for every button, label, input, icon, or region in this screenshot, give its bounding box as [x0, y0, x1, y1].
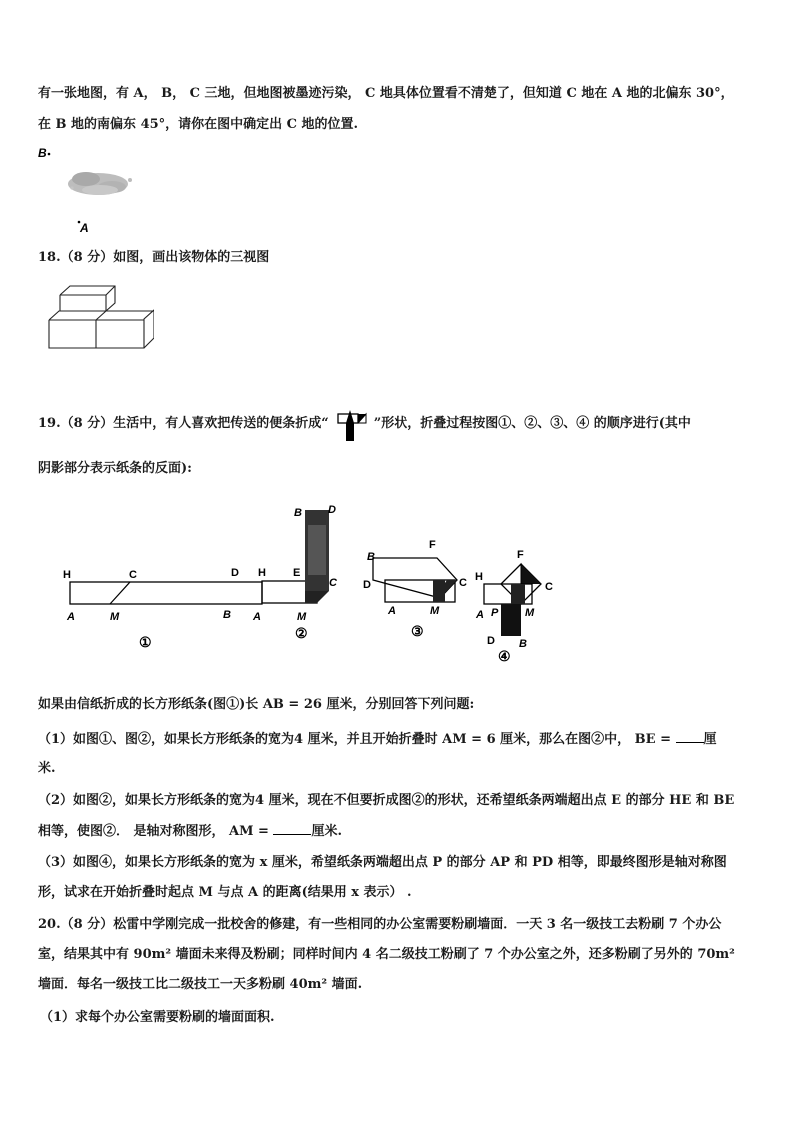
q17-text-line2: 在 B 地的南偏东 45°，请你在图中确定出 C 地的位置.: [38, 117, 359, 132]
q19-part1-unit: 厘: [703, 732, 717, 747]
fig1-label-c: C: [129, 569, 137, 581]
q19-line1-pre: 19.（8 分）生活中，有人喜欢把传送的便条折成“: [38, 416, 329, 431]
point-b-dot: [48, 153, 51, 156]
folded-note-icon: [335, 409, 367, 443]
fig2-label-h: H: [258, 567, 266, 579]
fig2-label-d: D: [328, 504, 336, 516]
q20-part1: （1）求每个办公室需要粉刷的墙面面积.: [40, 1010, 275, 1025]
q18-cube-figure: [44, 282, 154, 352]
fig2-label-c: C: [329, 577, 337, 589]
fig1-label-b: B: [223, 609, 231, 621]
q19-folding-figures: [55, 500, 565, 665]
q18-text: 18.（8 分）如图，画出该物体的三视图: [38, 250, 270, 265]
fig3-label-d: D: [363, 579, 371, 591]
fig3-label-m: M: [430, 605, 440, 617]
fig2-label-e: E: [293, 567, 301, 579]
fig1-caption: ①: [139, 634, 152, 650]
fig4-label-p: P: [491, 607, 499, 619]
q19-part2-unit: 厘米.: [311, 824, 343, 839]
fig3-caption: ③: [411, 623, 424, 639]
fig2-caption: ②: [295, 625, 308, 641]
fig1-label-m: M: [110, 611, 120, 623]
fig1-label-h: H: [63, 569, 71, 581]
answer-blank-be[interactable]: [676, 731, 704, 743]
point-b-label: B: [38, 146, 47, 160]
q19-part1-line1: [38, 731, 717, 748]
answer-blank-am[interactable]: [273, 823, 311, 835]
fig3-label-b: B: [367, 551, 375, 563]
fig4-label-a: A: [476, 609, 484, 621]
fig2-label-m: M: [297, 611, 307, 623]
q19-part3-line2: 形，试求在开始折叠时起点 M 与点 A 的距离(结果用 x 表示） .: [38, 885, 412, 900]
q19-part1-line2: 米.: [38, 761, 56, 776]
fig1-label-a: A: [67, 611, 75, 623]
fig3-label-c: C: [459, 577, 467, 589]
q19-part2-line2: [38, 823, 342, 840]
q19-part2-text: 相等，使图②． 是轴对称图形， AM =: [38, 824, 269, 839]
figure-3: [363, 539, 467, 639]
q19-part2-line1: （2）如图②，如果长方形纸条的宽为4 厘米，现在不但要折成图②的形状，还希望纸条两端超出点 E 的部分 HE 和 BE: [38, 793, 735, 808]
fig2-label-a: A: [253, 611, 261, 623]
fig4-label-c: C: [545, 581, 553, 593]
q17-map-figure: [34, 142, 144, 234]
point-a-label: A: [80, 221, 89, 234]
q19-text-line1: [38, 409, 691, 443]
figure-4: [475, 549, 553, 664]
fig2-label-b: B: [294, 507, 302, 519]
fig4-caption: ④: [498, 648, 511, 664]
fig1-label-d: D: [231, 567, 239, 579]
fig4-label-f: F: [517, 549, 524, 561]
q20-text-line3: 墙面．每名一级技工比二级技工一天多粉刷 40m² 墙面.: [38, 977, 363, 992]
fig4-label-b: B: [519, 638, 527, 650]
q19-part1-text: （1）如图①、图②，如果长方形纸条的宽为4 厘米，并且开始折叠时 AM = 6 厘米，那么在图②中， BE =: [38, 732, 671, 747]
fig4-label-m: M: [525, 607, 535, 619]
figure-1: [63, 567, 262, 650]
fig3-label-f: F: [429, 539, 436, 551]
q20-text-line2: 室，结果其中有 90m² 墙面未来得及粉刷；同样时间内 4 名二级技工粉刷了 7 个办公室之外，还多粉刷了另外的 70m²: [38, 947, 735, 962]
q19-intro: 如果由信纸折成的长方形纸条(图①)长 AB = 26 厘米，分别回答下列问题:: [38, 697, 475, 712]
q17-text-line1: 有一张地图，有 A， B， C 三地，但地图被墨迹污染， C 地具体位置看不清楚了，但知道 C 地在 A 地的北偏东 30°，: [38, 86, 734, 101]
q19-text-line2: 阴影部分表示纸条的反面):: [38, 461, 192, 476]
q19-line1-post: ”形状，折叠过程按图①、②、③、④ 的顺序进行(其中: [373, 416, 691, 431]
q19-part3-line1: （3）如图④，如果长方形纸条的宽为 x 厘米，希望纸条两端超出点 P 的部分 AP 和 PD 相等，即最终图形是轴对称图: [38, 855, 727, 870]
fig3-label-a: A: [388, 605, 396, 617]
q20-text-line1: 20.（8 分）松雷中学刚完成一批校舍的修建，有一些相同的办公室需要粉刷墙面．一天 3 名一级技工去粉刷 7 个办公: [38, 917, 722, 932]
figure-2: [252, 504, 338, 641]
ink-stain: [68, 172, 132, 195]
fig4-label-d: D: [487, 635, 495, 647]
fig4-label-h: H: [475, 571, 483, 583]
